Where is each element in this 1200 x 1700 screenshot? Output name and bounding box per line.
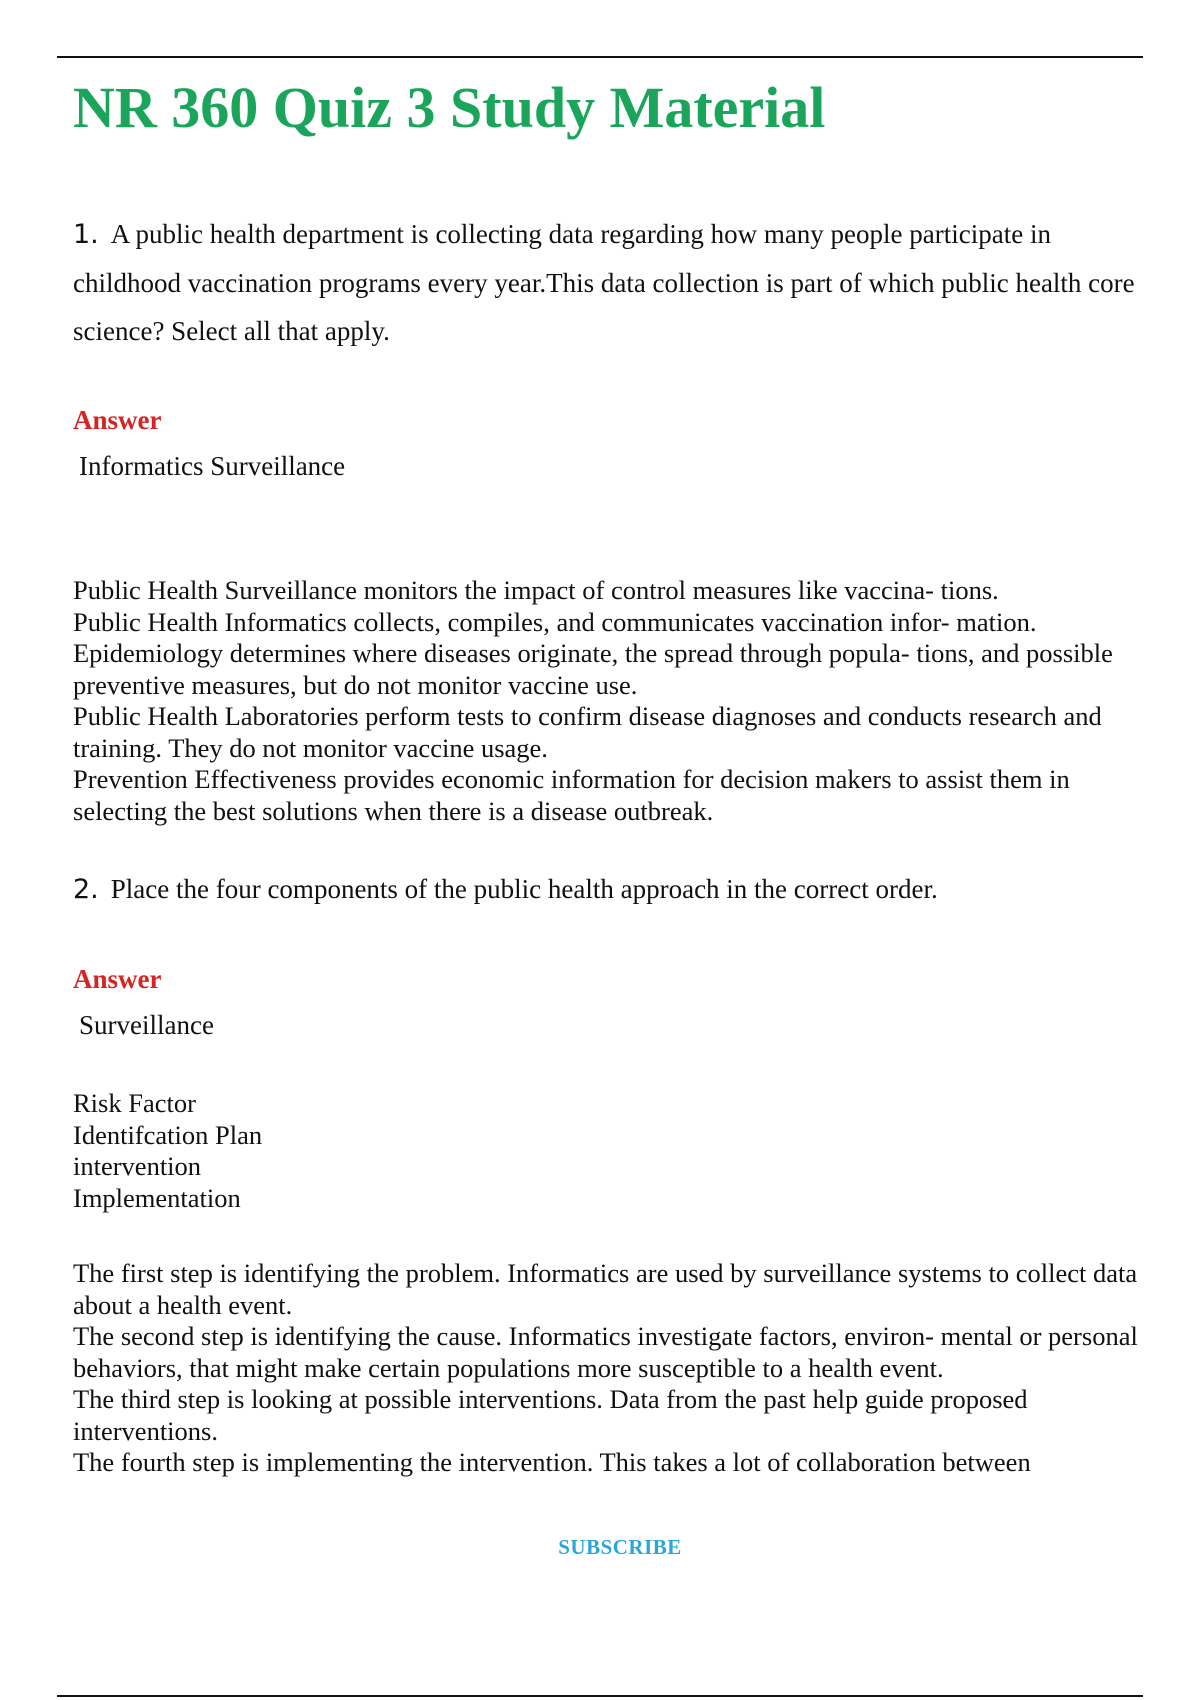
question-2-explanation [73, 1258, 1143, 1479]
order-item: Identifcation Plan [73, 1119, 263, 1150]
question-2-number: 2. [73, 874, 99, 905]
explanation-line: Public Health Informatics collects, compiles, and communicates vaccination infor- mation. [73, 606, 1037, 637]
answer-2-value: Surveillance [79, 1010, 214, 1040]
explanation-line: The third step is looking at possible interventions. Data from the past help guide proposed interventions. [73, 1384, 1028, 1446]
answer-2-order-list [73, 1088, 1143, 1214]
order-item: intervention [73, 1151, 202, 1181]
question-1-prompt: A public health department is collecting data regarding how many people participate in childhood vaccination programs every year.This data collection is part of which public health core science? Select all that apply. [73, 219, 1135, 346]
explanation-line: Public Health Laboratories perform tests to confirm disease diagnoses and conducts research and training. They do not monitor vaccine usage. [73, 701, 1102, 763]
question-1 [73, 210, 1143, 827]
explanation-line: Epidemiology determines where diseases originate, the spread through popula- tions, and possible preventive measures, but do not monitor vaccine use. [73, 638, 1113, 700]
document-body [73, 70, 1143, 1479]
explanation-line: Public Health Surveillance monitors the impact of control measures like vaccina- tions. [73, 575, 999, 605]
question-1-explanation [73, 575, 1143, 827]
bottom-rule [57, 1695, 1143, 1697]
answer-2-label: Answer [73, 964, 162, 994]
question-1-number: 1. [73, 219, 99, 250]
question-2-text [73, 865, 1143, 914]
question-1-text [73, 210, 1143, 355]
subscribe-link[interactable]: SUBSCRIBE [558, 1535, 682, 1559]
order-item: Implementation [73, 1182, 241, 1213]
top-rule [57, 56, 1143, 58]
explanation-line: Prevention Effectiveness provides economic information for decision makers to assist them in selecting the best solutions when there is a disease outbreak. [73, 764, 1070, 826]
explanation-line: The fourth step is implementing the intervention. This takes a lot of collaboration between [73, 1447, 1031, 1477]
question-2-prompt: Place the four components of the public health approach in the correct order. [110, 874, 938, 904]
explanation-line: The first step is identifying the problem. Informatics are used by surveillance systems to collect data about a health event. [73, 1258, 1138, 1320]
answer-1-value: Informatics Surveillance [79, 451, 346, 481]
question-2 [73, 865, 1143, 1479]
explanation-line: The second step is identifying the cause. Informatics investigate factors, environ- mental or personal behaviors, that might make certain populations more susceptible to a health event. [73, 1321, 1138, 1383]
answer-1-label: Answer [73, 405, 162, 435]
order-item: Risk Factor [73, 1088, 196, 1118]
page-title: NR 360 Quiz 3 Study Material [73, 75, 826, 140]
